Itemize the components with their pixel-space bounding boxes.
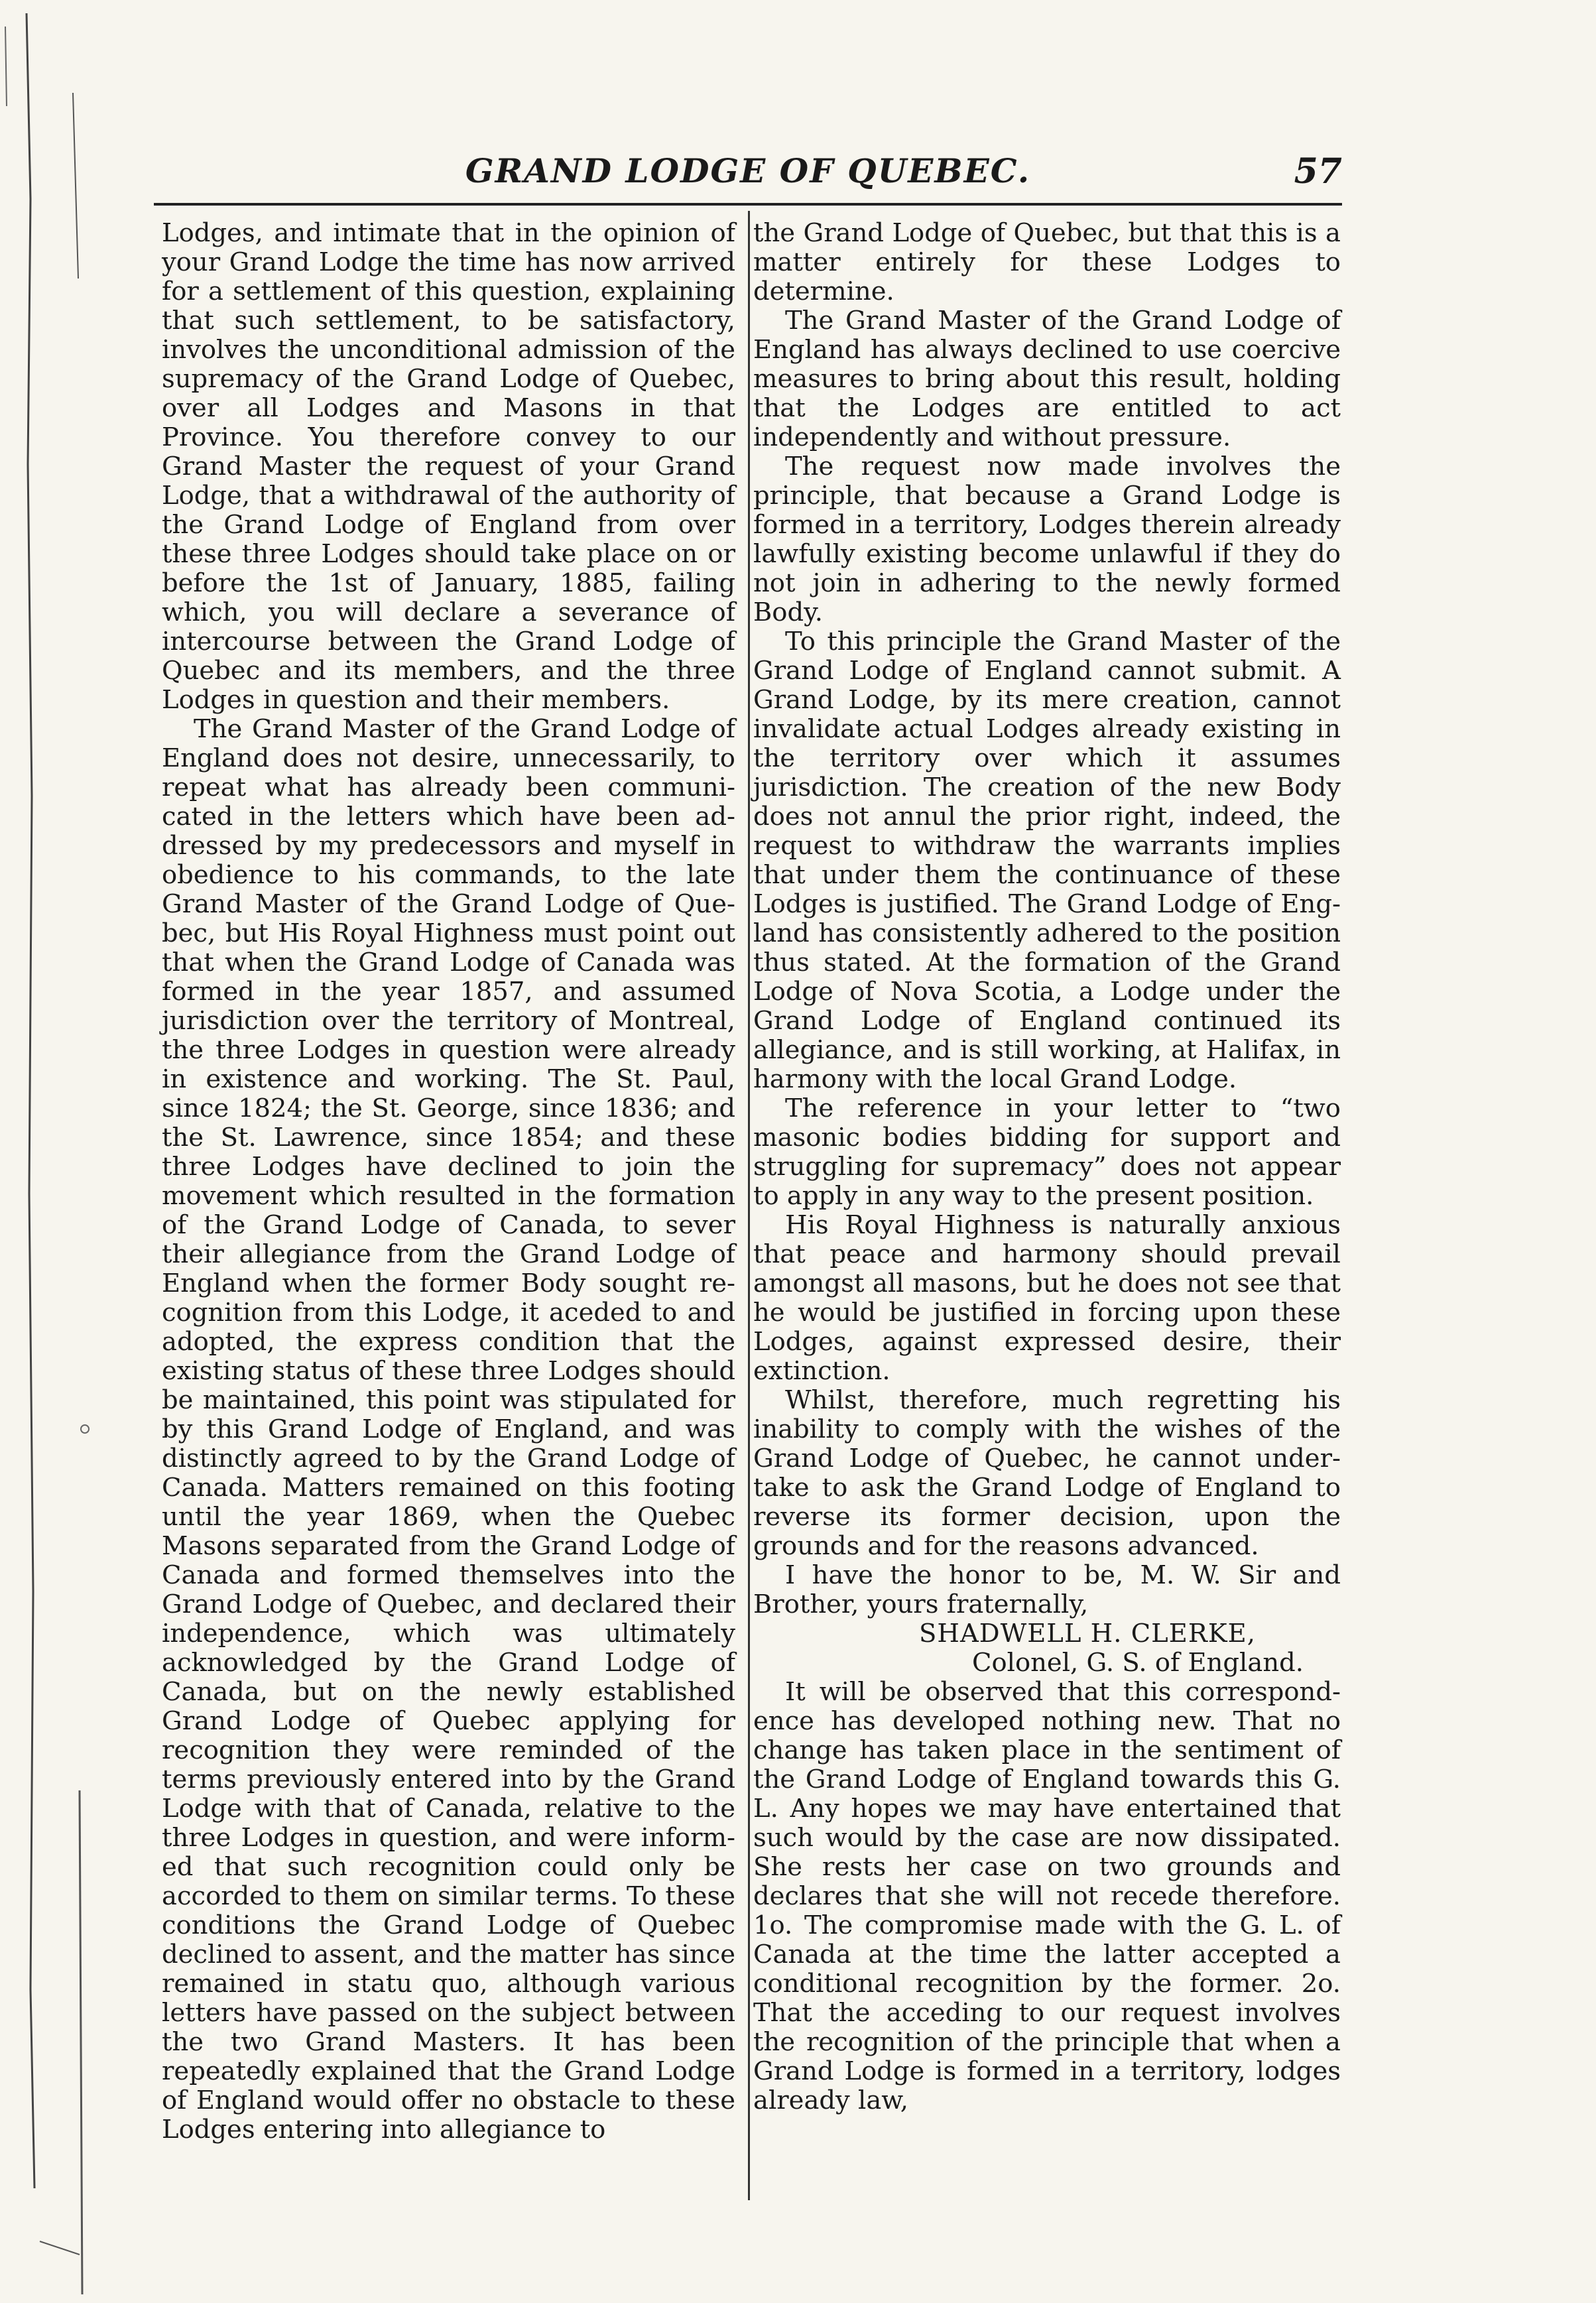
paragraph: To this principle the Grand Master of the Grand Lodge of England cannot submit. A Grand Lodge, by its mere creation, cannot invalidate actual Lodges already existing in the territory over which it assumes jurisdiction. The creation of the new Body does not annul the prior right, indeed, the request to withdraw the warrants implies that under them the continuance of these Lodges is justified. The Grand Lodge of England has consistently adhered to the position thus stated. At the formation of the Grand Lodge of Nova Scotia, a Lodge under the Grand Lodge of England continued its allegiance, and is still working, at Halifax, in harmony with the local Grand Lodge. (753, 627, 1341, 1094)
paragraph: It will be observed that this correspondence has developed nothing new. That no change has taken place in the sentiment of the Grand Lodge of England towards this G. L. Any hopes we may have entertained that such would by the case are now dissipated. She rests her case on two grounds and declares that she will not recede therefore. 1o. The compromise made with the G. L. of Canada at the time the latter accepted a conditional recognition by the former. 2o. That the acceding to our request involves the recognition of the principle that when a Grand Lodge is formed in a territory, lodges already law, (753, 1677, 1341, 2115)
signature-name: SHADWELL H. CLERKE, (919, 1619, 1256, 1649)
paragraph: Whilst, therefore, much regretting his inability to comply with the wishes of the Grand Lodge of Quebec, he cannot undertake to ask the Grand Lodge of England to reverse its former decision, upon the grounds and for the reasons advanced. (753, 1385, 1341, 1561)
page-edge-marks (0, 0, 153, 2303)
paragraph: the Grand Lodge of Quebec, but that this is a matter entirely for these Lodges to determine. (753, 218, 1341, 306)
column-divider (748, 211, 750, 2200)
paragraph: The Grand Master of the Grand Lodge of England does not desire, unnecessarily, to repeat what has already been communicated in the letters which have been addressed by my predecessors and myself in obedience to his commands, to the late Grand Master of the Grand Lodge of Quebec, but His Royal Highness must point out that when the Grand Lodge of Canada was formed in the year 1857, and assumed jurisdiction over the territory of Montreal, the three Lodges in question were already in existence and working. The St. Paul, since 1824; the St. George, since 1836; and the St. Lawrence, since 1854; and these three Lodges have declined to join the movement which resulted in the formation of the Grand Lodge of Canada, to sever their allegiance from the Grand Lodge of England when the former Body sought recognition from this Lodge, it aceded to and adopted, the express condition that the existing status of these three Lodges should be maintained, this point was stipulated for by this Grand Lodge of England, and was distinctly agreed to by the Grand Lodge of Canada. Matters remained on this footing until the year 1869, when the Quebec Masons separated from the Grand Lodge of Canada and formed themselves into the Grand Lodge of Quebec, and declared their independence, which was ultimately acknowledged by the Grand Lodge of Canada, but on the newly established Grand Lodge of Quebec applying for recognition they were reminded of the terms previously entered into by the Grand Lodge with that of Canada, relative to the three Lodges in question, and were informed that such recognition could only be accorded to them on similar terms. To these conditions the Grand Lodge of Quebec declined to assent, and the matter has since remained in statu quo, although various letters have passed on the subject between the two Grand Masters. It has been repeatedly explained that the Grand Lodge of England would offer no obstacle to these Lodges entering into allegiance to (162, 714, 735, 2145)
paragraph: The Grand Master of the Grand Lodge of England has always declined to use coercive measures to bring about this result, holding that the Lodges are entitled to act independently and without pressure. (753, 306, 1341, 452)
header-rule (154, 203, 1342, 206)
page-number: 57 (1294, 151, 1342, 192)
paragraph: His Royal Highness is naturally anxious that peace and harmony should prevail amongst all masons, but he does not see that he would be justified in forcing upon these Lodges, against expressed desire, their extinction. (753, 1210, 1341, 1386)
left-column (162, 219, 735, 2221)
signature-rank: Colonel, G. S. of England. (972, 1648, 1304, 1678)
paragraph: Lodges, and intimate that in the opinion of your Grand Lodge the time has now arrived for a settlement of this question, explaining that such settlement, to be satisfactory, involves the unconditional admission of the supremacy of the Grand Lodge of Quebec, over all Lodges and Masons in that Province. You therefore convey to our Grand Master the request of your Grand Lodge, that a withdrawal of the authority of the Grand Lodge of England from over these three Lodges should take place on or before the 1st of January, 1885, failing which, you will declare a severance of intercourse between the Grand Lodge of Quebec and its members, and the three Lodges in question and their members. (162, 218, 735, 715)
right-column (753, 219, 1341, 2221)
running-title: GRAND LODGE OF QUEBEC. (465, 151, 1031, 190)
closing-line: I have the honor to be, M. W. Sir and Brother, yours fraternally, (753, 1560, 1341, 1619)
paragraph: The reference in your letter to “two masonic bodies bidding for support and struggling for supremacy” does not appear to apply in any way to the present position. (753, 1093, 1341, 1211)
paragraph: The request now made involves the principle, that because a Grand Lodge is formed in a territory, Lodges therein already lawfully existing become unlawful if they do not join in adhering to the newly formed Body. (753, 452, 1341, 627)
running-header (154, 147, 1342, 200)
